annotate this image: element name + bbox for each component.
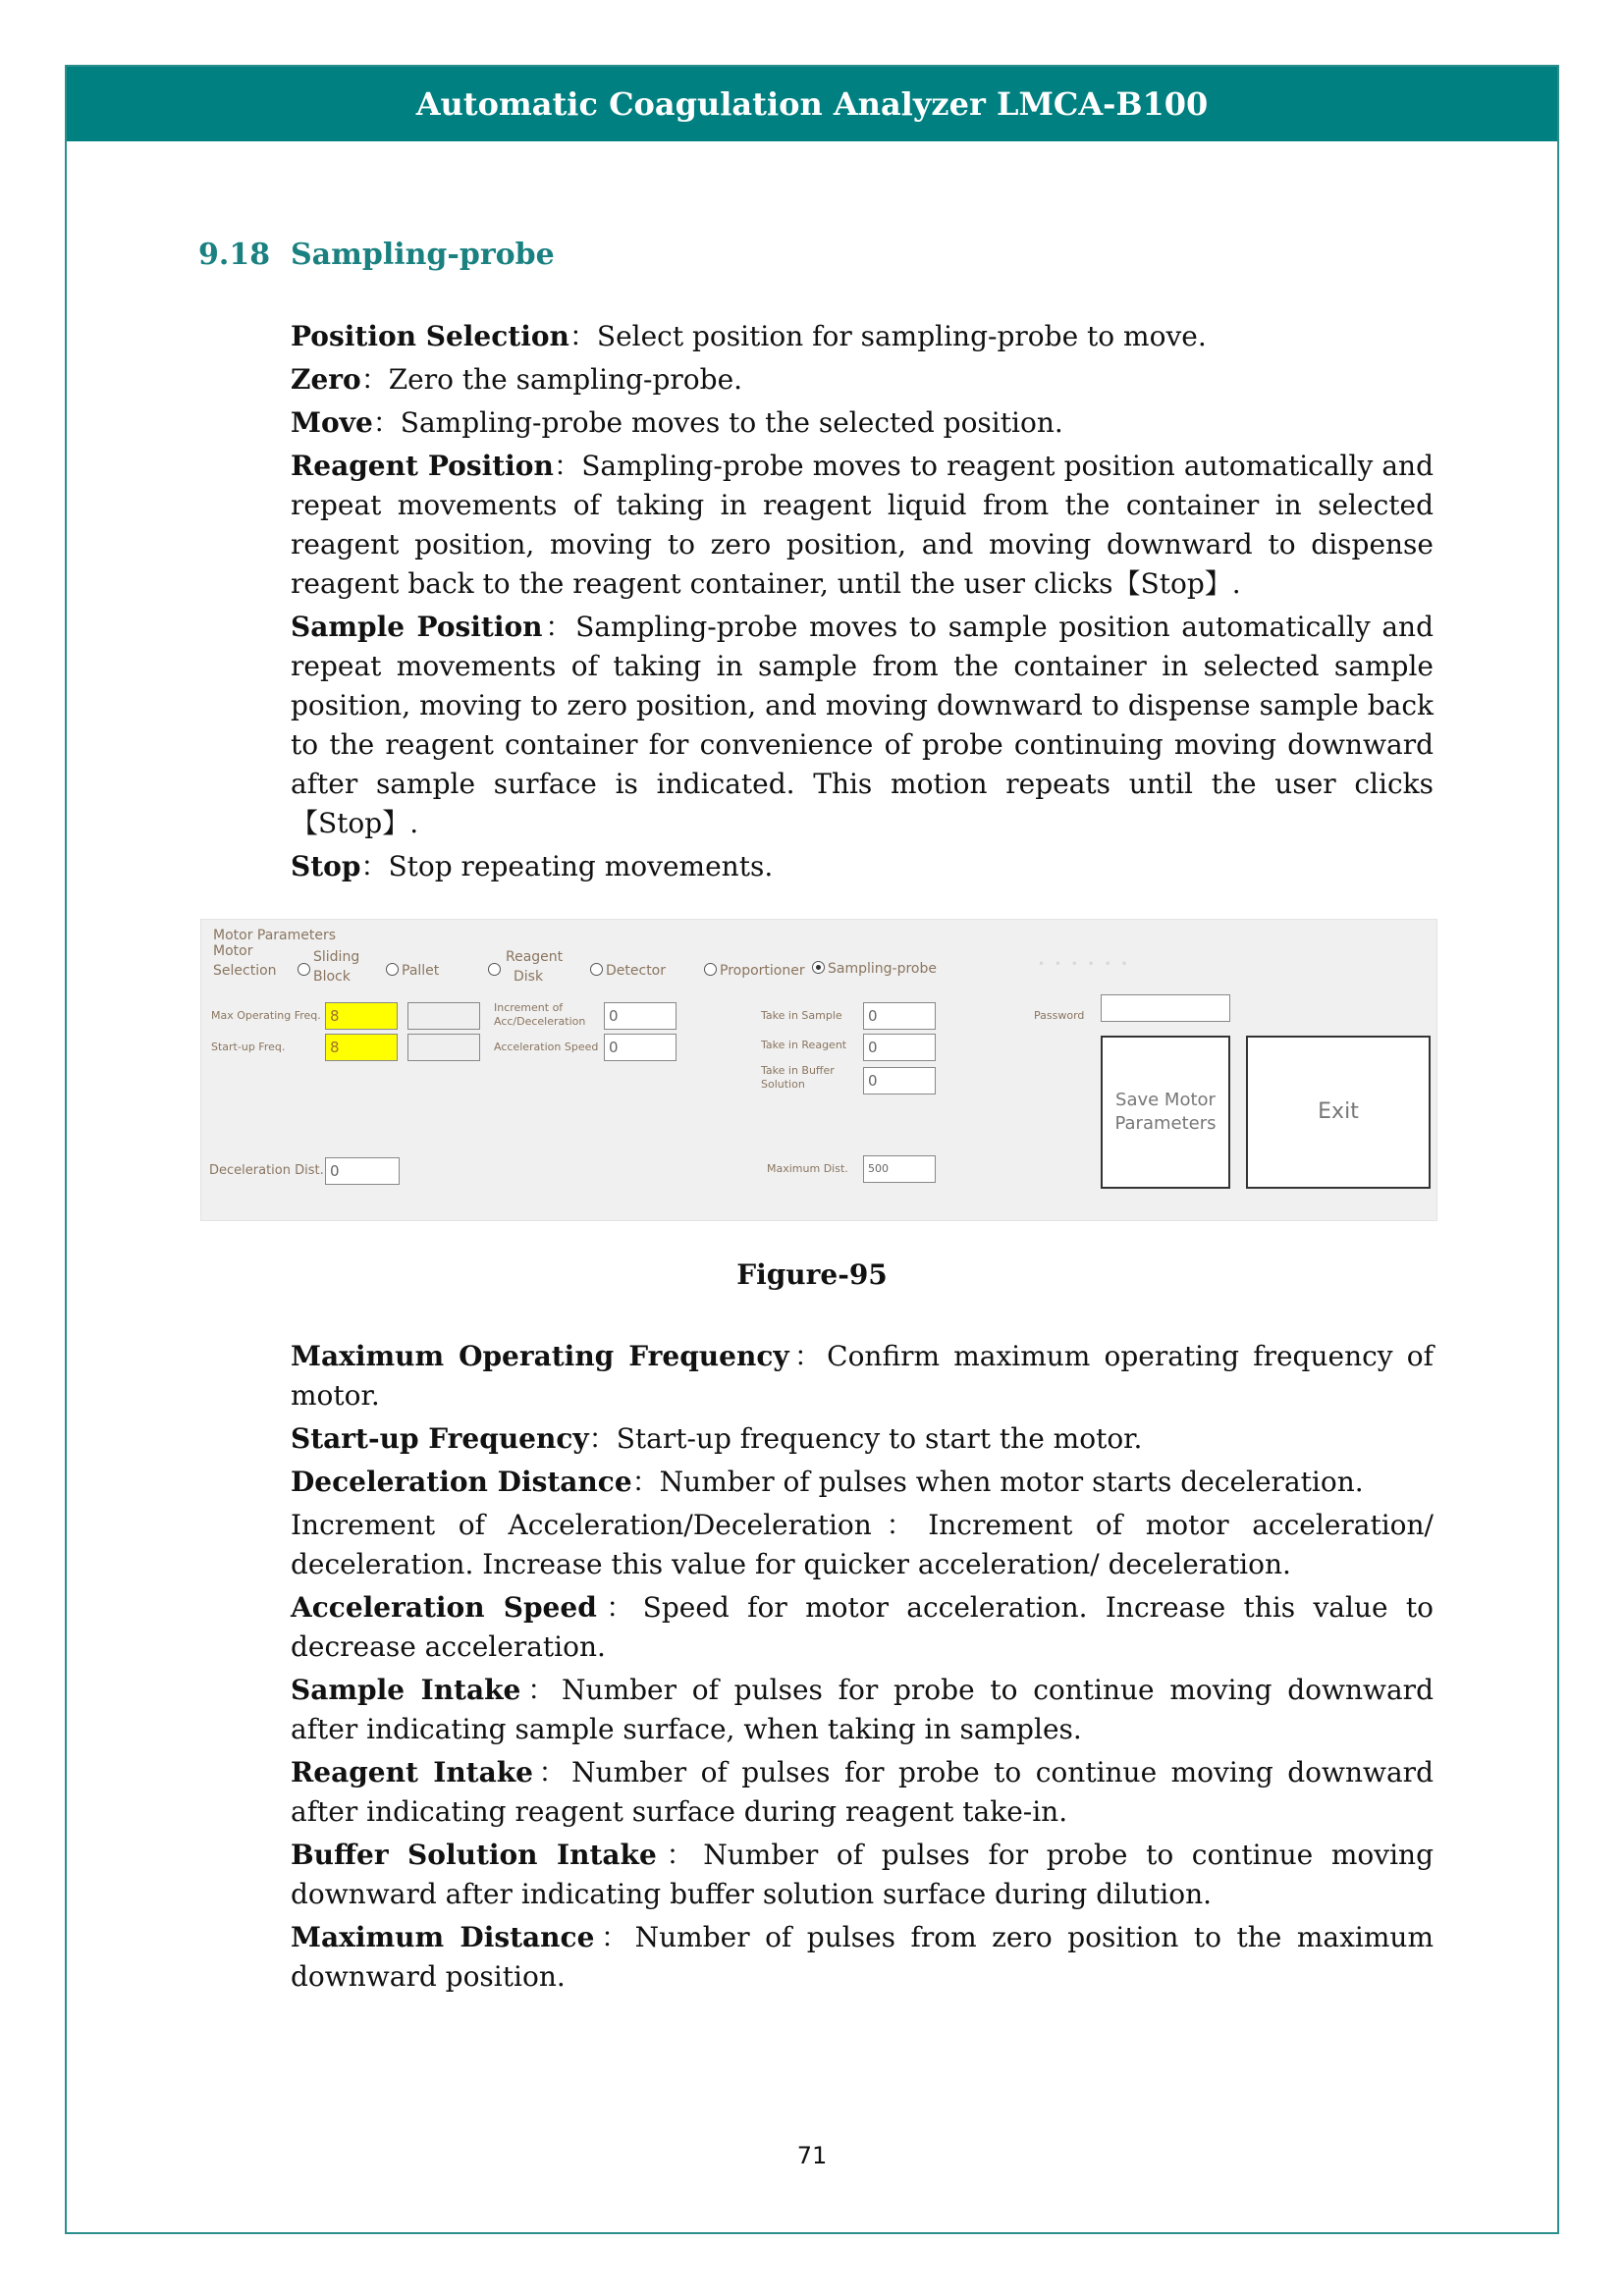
field-label: Increment of [494, 1001, 564, 1014]
intro-text: Sampling-probe moves to sample position automatically and repeat movements of taking in sample from the container in selected sample position, moving to zero position, and moving downward to dispense sample back to the reagent container for convenience of probe continuing moving downward after sample surface is indicated. This motion repeats until the user clicks【Stop】. [291, 611, 1435, 839]
figure-caption: Figure-95 [736, 1258, 888, 1291]
radio-detector[interactable] [590, 963, 603, 976]
field-label: Take in Sample [761, 1009, 842, 1022]
motor-selection-label: Motor [213, 943, 253, 959]
exit-button[interactable]: Exit [1246, 1036, 1431, 1189]
page-number: 71 [796, 2142, 828, 2169]
faded-text: • • • • • • [1038, 957, 1131, 971]
definition-term: Reagent Intake [291, 1756, 533, 1789]
intro-paragraph: Move：Sampling-probe moves to the selected position. [291, 406, 1063, 439]
intro-paragraph: Sample Position：Sampling-probe moves to sample position automatically and repeat movements of taking in sample from the container in selected sample position, moving to zero position, and moving downward to dispense sample back to the reagent container for convenience of probe continuing moving downward after sample surface is indicated. This motion repeats until the user clicks【Stop】. [291, 611, 1435, 839]
intro-term: Reagent Position [291, 450, 554, 482]
definition-text: Confirm maximum operating frequency of motor. [291, 1340, 1434, 1412]
field-label: Start-up Freq. [211, 1041, 286, 1053]
group-title: Motor Parameters [213, 928, 337, 943]
definition-term: Sample Intake [291, 1674, 521, 1706]
definition-term: Start-up Frequency [291, 1422, 589, 1455]
intro-term: Stop [291, 850, 361, 882]
option-label: Block [313, 969, 351, 985]
definition-term: Increment of Acceleration/Deceleration [291, 1509, 872, 1541]
deceleration-dist-input[interactable]: 0 [325, 1157, 400, 1185]
definition-paragraph: Buffer Solution Intake：Number of pulses for probe to continue moving downward after indicating buffer solution surface during dilution. [291, 1839, 1434, 1910]
radio-proportioner[interactable] [704, 963, 717, 976]
definition-paragraph: Maximum Distance：Number of pulses from zero position to the maximum downward position. [291, 1921, 1434, 1993]
intro-term: Zero [291, 363, 361, 396]
field-label: Acc/Deceleration [494, 1015, 586, 1028]
option-label: Pallet [402, 963, 440, 979]
increment-input[interactable]: 0 [604, 1002, 677, 1030]
option-label: Sliding [313, 949, 360, 965]
definition-paragraph: Reagent Intake：Number of pulses for probe to continue moving downward after indicating reagent surface during reagent take-in. [291, 1756, 1434, 1828]
password-input[interactable] [1101, 994, 1230, 1022]
definition-text: Number of pulses for probe to continue moving downward after indicating sample surface, when taking in samples. [291, 1674, 1434, 1745]
definition-paragraph: Acceleration Speed：Speed for motor acceleration. Increase this value to decrease acceleration. [291, 1591, 1434, 1663]
field-label: Max Operating Freq. [211, 1009, 321, 1022]
motor-selection-label: Selection [213, 963, 277, 979]
take-in-reagent-input[interactable]: 0 [863, 1034, 936, 1061]
save-motor-parameters-button[interactable]: Save Motor Parameters [1101, 1036, 1230, 1189]
take-in-buffer-input[interactable]: 0 [863, 1067, 936, 1095]
document-title: Automatic Coagulation Analyzer LMCA-B100 [415, 85, 1209, 123]
definition-paragraph: Start-up Frequency：Start-up frequency to start the motor. [291, 1422, 1143, 1455]
intro-text: Select position for sampling-probe to move. [596, 320, 1207, 352]
field-label: Acceleration Speed [494, 1041, 599, 1053]
definition-paragraph: Maximum Operating Frequency：Confirm maximum operating frequency of motor. [291, 1340, 1434, 1412]
intro-text: Zero the sampling-probe. [388, 363, 743, 396]
field-label: Take in Buffer [761, 1064, 835, 1077]
maximum-dist-input[interactable]: 500 [863, 1155, 936, 1183]
max-operating-freq-aux[interactable] [407, 1002, 480, 1030]
field-label: Take in Reagent [761, 1039, 847, 1051]
definition-term: Maximum Distance [291, 1921, 595, 1953]
intro-paragraph: Stop：Stop repeating movements. [291, 850, 774, 882]
option-label: Sampling-probe [828, 961, 937, 977]
definition-term: Deceleration Distance [291, 1466, 632, 1498]
field-label: Deceleration Dist. [209, 1163, 324, 1178]
intro-paragraph: Position Selection：Select position for sampling-probe to move. [291, 320, 1207, 352]
intro-block [291, 317, 1434, 886]
radio-pallet[interactable] [386, 963, 399, 976]
document-header [67, 67, 1557, 141]
definition-text: Number of pulses for probe to continue moving downward after indicating buffer solution surface during dilution. [291, 1839, 1434, 1910]
password-label: Password [1034, 1009, 1085, 1022]
intro-term: Position Selection [291, 320, 569, 352]
take-in-sample-input[interactable]: 0 [863, 1002, 936, 1030]
definition-term: Maximum Operating Frequency [291, 1340, 789, 1372]
definition-text: Number of pulses from zero position to the maximum downward position. [291, 1921, 1434, 1993]
radio-sliding-block[interactable] [298, 963, 310, 976]
startup-freq-aux[interactable] [407, 1034, 480, 1061]
definition-text: Speed for motor acceleration. Increase this value to decrease acceleration. [291, 1591, 1434, 1663]
intro-paragraph: Reagent Position：Sampling-probe moves to reagent position automatically and repeat movements of taking in reagent liquid from the container in selected reagent position, moving to zero position, and moving downward to dispense reagent back to the reagent container, until the user clicks【Stop】. [291, 450, 1434, 600]
radio-sampling-probe[interactable] [812, 961, 825, 974]
definition-text: Number of pulses when motor starts deceleration. [659, 1466, 1364, 1498]
definition-term: Acceleration Speed [291, 1591, 597, 1624]
intro-term: Sample Position [291, 611, 543, 643]
section-number: 9.18 [198, 238, 271, 272]
option-label: Disk [514, 969, 544, 985]
intro-text: Stop repeating movements. [388, 850, 774, 882]
option-label: Proportioner [720, 963, 805, 979]
field-label: Solution [761, 1078, 805, 1091]
option-label: Reagent [506, 949, 564, 965]
max-operating-freq-input[interactable]: 8 [325, 1002, 398, 1030]
acceleration-speed-input[interactable]: 0 [604, 1034, 677, 1061]
definition-text: Increment of motor acceleration/ deceleration. Increase this value for quicker acceleration/ deceleration. [291, 1509, 1434, 1580]
motor-parameters-panel [200, 919, 1437, 1221]
definition-term: Buffer Solution Intake [291, 1839, 657, 1871]
intro-text: Sampling-probe moves to reagent position automatically and repeat movements of taking in reagent liquid from the container in selected reagent position, moving to zero position, and moving downward to dispense reagent back to the reagent container, until the user clicks【Stop】. [291, 450, 1434, 600]
intro-text: Sampling-probe moves to the selected position. [400, 406, 1063, 439]
section-title: Sampling-probe [291, 238, 555, 272]
definition-paragraph: Sample Intake：Number of pulses for probe to continue moving downward after indicating sample surface, when taking in samples. [291, 1674, 1434, 1745]
definition-text: Number of pulses for probe to continue moving downward after indicating reagent surface during reagent take-in. [291, 1756, 1434, 1828]
option-label: Detector [606, 963, 667, 979]
field-label: Maximum Dist. [767, 1162, 848, 1175]
section-heading [198, 238, 555, 272]
radio-reagent-disk[interactable] [488, 963, 501, 976]
startup-freq-input[interactable]: 8 [325, 1034, 398, 1061]
definition-paragraph: Deceleration Distance：Number of pulses when motor starts deceleration. [291, 1466, 1364, 1498]
definitions-block [291, 1337, 1434, 1997]
intro-paragraph: Zero：Zero the sampling-probe. [291, 363, 743, 396]
definition-text: Start-up frequency to start the motor. [616, 1422, 1143, 1455]
intro-term: Move [291, 406, 373, 439]
definition-paragraph: Increment of Acceleration/Deceleration：Increment of motor acceleration/ deceleration. Increase this value for quicker acceleration/ deceleration. [291, 1509, 1434, 1580]
